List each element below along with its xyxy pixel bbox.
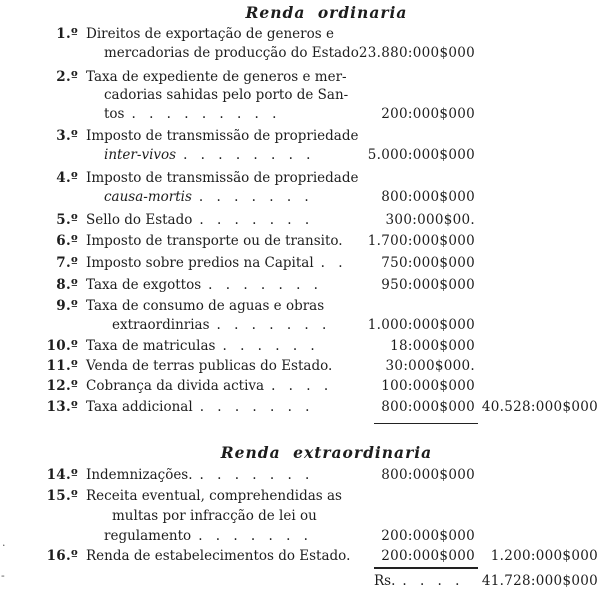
item-text: Direitos de exportação de generos e: [86, 26, 334, 42]
ledger-line: [0, 467, 605, 487]
column-rule: [374, 423, 478, 424]
ledger-line: [0, 338, 605, 358]
dot-leader: . .: [320, 255, 344, 271]
amount-col1: 23.880:000$000: [358, 45, 475, 61]
item-text: [112, 317, 327, 333]
grand-total-line: [0, 573, 605, 593]
amount-col1: 30:000$000.: [385, 358, 475, 374]
item-number: 2.º: [56, 69, 78, 85]
item-number: 15.º: [46, 488, 78, 504]
item-number: 4.º: [56, 170, 78, 186]
ledger-line: [0, 378, 605, 398]
amount-col1: 5.000:000$000: [367, 147, 475, 163]
item-text: Receita eventual, comprehendidas as: [86, 488, 342, 504]
item-text: Sello do Estado: [86, 212, 193, 228]
dot-leader: . . . .: [402, 573, 461, 589]
item-text: [104, 106, 277, 122]
item-number: 14.º: [46, 467, 78, 483]
ledger-line: [0, 548, 605, 568]
amount-col1: 100:000$000: [381, 378, 475, 394]
dot-leader: . . . .: [271, 378, 330, 394]
amount-col1: 950:000$000: [381, 277, 475, 293]
amount-col1: 1.700:000$000: [367, 233, 475, 249]
item-number: 13.º: [46, 399, 78, 415]
ledger-line: [0, 255, 605, 275]
dot-leader: . . . . . . .: [199, 467, 311, 483]
amount-col1: 300:000$00.: [385, 212, 475, 228]
ledger-line: [0, 106, 605, 126]
dot-leader: . . . . . . . . .: [131, 106, 278, 122]
item-text: [104, 189, 310, 205]
item-number: 6.º: [56, 233, 78, 249]
item-number: 10.º: [46, 338, 78, 354]
item-text: [86, 255, 344, 271]
ledger-line: [0, 212, 605, 232]
item-text: [86, 338, 316, 354]
currency-label: Rs.: [374, 573, 396, 589]
item-number: 3.º: [56, 128, 78, 144]
item-text: regulamento: [104, 528, 192, 544]
item-text: Taxa de exgottos: [86, 277, 202, 293]
dot-leader: . . . . . . .: [199, 399, 311, 415]
amount-col1: 18:000$000: [390, 338, 475, 354]
ledger-line: [0, 87, 605, 107]
dot-leader: . . . . . . .: [199, 212, 311, 228]
item-text: cadorias sahidas pelo porto de San-: [104, 87, 349, 103]
ledger-line: [0, 358, 605, 378]
item-text: Taxa de consumo de aguas e obras: [86, 298, 325, 314]
ledger-line: [0, 317, 605, 337]
ledger-line: [0, 528, 605, 548]
item-text: extraordinrias: [112, 317, 210, 333]
item-text: Imposto sobre predios na Capital: [86, 255, 314, 271]
item-number: 7.º: [56, 255, 78, 271]
ledger-line: [0, 298, 605, 318]
ledger-line: [0, 399, 605, 419]
section-title-extraordinary: Renda extraordinaria: [220, 443, 433, 462]
amount-col1: 750:000$000: [381, 255, 475, 271]
item-text: Renda de estabelecimentos do Estado.: [86, 548, 351, 564]
amount-col1: 800:000$000: [381, 399, 475, 415]
scan-artifact: -: [1, 569, 5, 582]
column-rule: [374, 567, 478, 569]
dot-leader: . . . . . . . .: [183, 147, 312, 163]
ledger-line: [0, 147, 605, 167]
item-text: [86, 378, 329, 394]
amount-col1: 1.000:000$000: [367, 317, 475, 333]
dot-leader: . . . . . . .: [208, 277, 319, 293]
item-text: [104, 528, 309, 544]
ledger-line: [0, 128, 605, 148]
item-text: [86, 212, 310, 228]
item-text: Taxa de matriculas: [86, 338, 216, 354]
amount-col1: 200:000$000: [381, 528, 475, 544]
subtotal-extraordinary: 1.200:000$000: [490, 548, 598, 564]
scan-artifact: .: [2, 536, 6, 549]
item-text: mercadorias de producção do Estado: [104, 45, 359, 61]
amount-col1: 800:000$000: [381, 189, 475, 205]
amount-col1: 200:000$000: [381, 106, 475, 122]
item-text: Imposto de transmissão de propriedade: [86, 170, 359, 186]
item-text: [86, 399, 310, 415]
dot-leader: . . . . . .: [222, 338, 316, 354]
item-term-latin: causa-mortis: [104, 189, 192, 205]
item-text: [86, 277, 319, 293]
item-number: 16.º: [46, 548, 78, 564]
section-title-ordinary: Renda ordinaria: [245, 3, 408, 22]
item-text: multas por infracção de lei ou: [112, 508, 317, 524]
item-number: 8.º: [56, 277, 78, 293]
item-text: tos: [104, 106, 125, 122]
amount-col1: 800:000$000: [381, 467, 475, 483]
item-term-latin: inter-vivos: [104, 147, 177, 163]
dot-leader: . . . . . . .: [198, 189, 310, 205]
item-text: Indemnizações.: [86, 467, 193, 483]
item-number: 9.º: [56, 298, 78, 314]
ledger-line: [0, 170, 605, 190]
ledger-line: [0, 26, 605, 46]
grand-total-label: [374, 573, 460, 589]
item-text: [86, 467, 310, 483]
item-text: [104, 147, 311, 163]
dot-leader: . . . . . . .: [216, 317, 328, 333]
subtotal-ordinary: 40.528:000$000: [481, 399, 598, 415]
ledger-line: [0, 189, 605, 209]
amount-col1: 200:000$000: [381, 548, 475, 564]
ledger-line: [0, 508, 605, 528]
ledger-line: [0, 277, 605, 297]
ledger-line: [0, 45, 605, 65]
ledger-line: [0, 233, 605, 253]
item-number: 12.º: [46, 378, 78, 394]
item-number: 5.º: [56, 212, 78, 228]
grand-total-value: 41.728:000$000: [481, 573, 598, 589]
ledger-line: [0, 488, 605, 508]
item-number: 11.º: [46, 358, 78, 374]
item-text: Venda de terras publicas do Estado.: [86, 358, 333, 374]
item-text: Cobrança da divida activa: [86, 378, 265, 394]
item-number: 1.º: [56, 26, 78, 42]
item-text: Imposto de transmissão de propriedade: [86, 128, 359, 144]
item-text: Imposto de transporte ou de transito.: [86, 233, 343, 249]
ledger-line: [0, 69, 605, 89]
item-text: Taxa addicional: [86, 399, 193, 415]
dot-leader: . . . . . . .: [198, 528, 309, 544]
item-text: Taxa de expediente de generos e mer-: [86, 69, 347, 85]
